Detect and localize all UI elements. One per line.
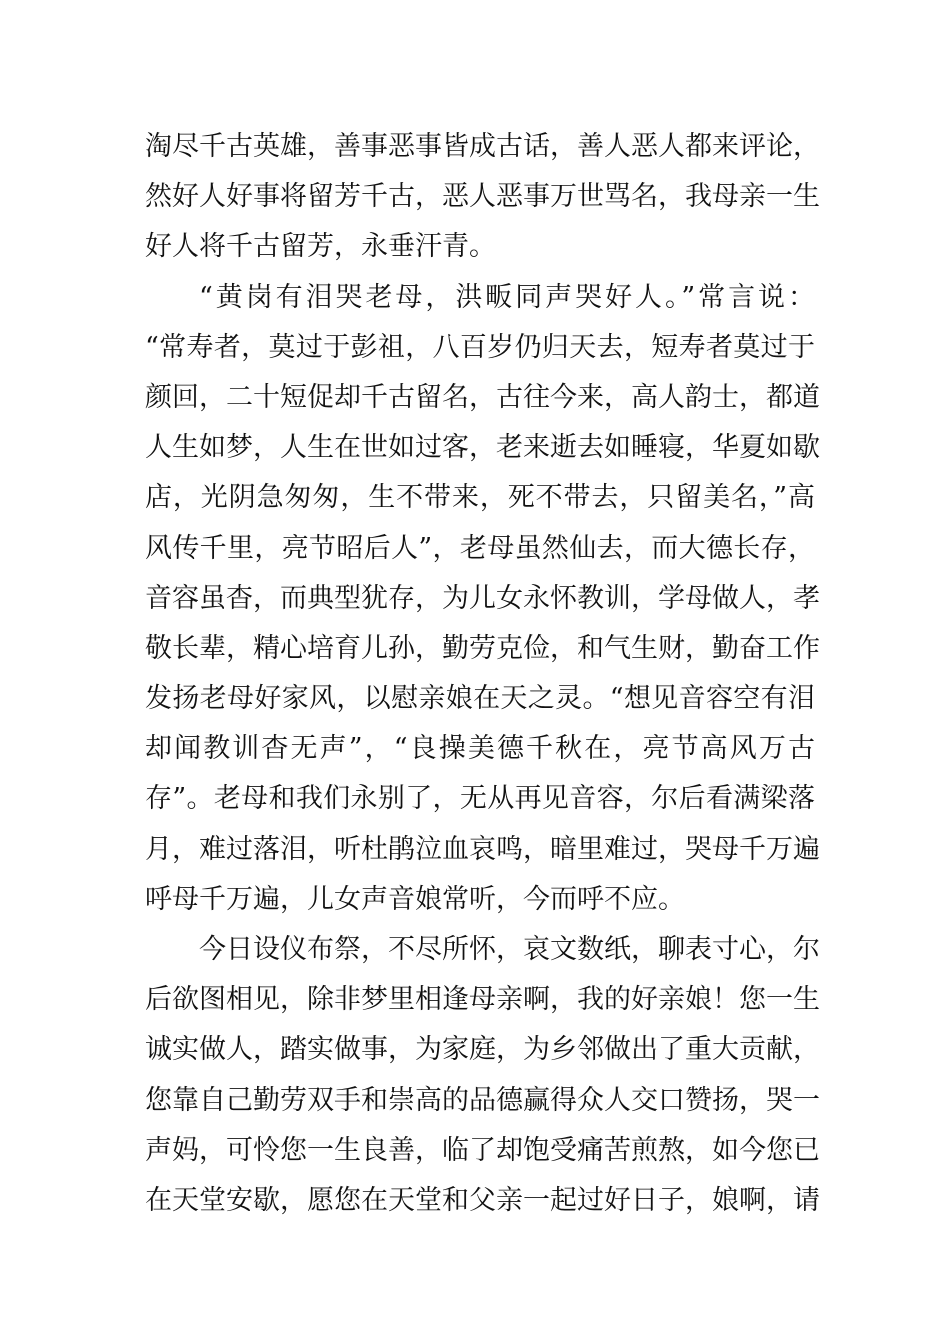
text-line: 淘尽千古英雄，善事恶事皆成古话，善人恶人都来评论， xyxy=(145,131,820,162)
text-line: 好人将千古留芳，永垂汗青。 xyxy=(145,231,496,263)
text-line: 敬长辈，精心培育儿孙，勤劳克俭，和气生财，勤奋工作 xyxy=(145,632,820,664)
body-text xyxy=(145,122,820,1226)
text-line: 后欲图相见，除非梦里相逢母亲啊，我的好亲娘！您一生 xyxy=(145,984,820,1016)
text-line: “黄岗有泪哭老母，洪畈同声哭好人。”常言说： xyxy=(199,281,815,313)
text-line: 然好人好事将留芳千古，恶人恶事万世骂名，我母亲一生 xyxy=(145,181,820,213)
text-line: 今日设仪布祭，不尽所怀，哀文数纸，聊表寸心，尔 xyxy=(199,934,820,965)
text-line: 店，光阴急匆匆，生不带来，死不带去，只留美名，”高 xyxy=(145,482,815,514)
text-line: 声妈，可怜您一生良善，临了却饱受痛苦煎熬，如今您已 xyxy=(145,1134,820,1166)
text-line: “常寿者，莫过于彭祖，八百岁仍归天去，短寿者莫过于 xyxy=(145,331,815,363)
text-line: 人生如梦，人生在世如过客，老来逝去如睡寝，华夏如歇 xyxy=(145,432,820,464)
text-line: 在天堂安歇，愿您在天堂和父亲一起过好日子，娘啊，请 xyxy=(145,1184,820,1216)
text-line: 您靠自己勤劳双手和崇高的品德赢得众人交口赞扬，哭一 xyxy=(145,1084,820,1116)
text-line: 颜回，二十短促却千古留名，古往今来，高人韵士，都道 xyxy=(145,381,820,413)
text-line: 风传千里，亮节昭后人”，老母虽然仙去，而大德长存， xyxy=(145,532,815,564)
text-line: 诚实做人，踏实做事，为家庭，为乡邻做出了重大贡献， xyxy=(145,1034,820,1066)
text-line: 月，难过落泪，听杜鹃泣血哀鸣，暗里难过，哭母千万遍 xyxy=(145,833,820,865)
text-line: 却闻教训杳无声”，“良操美德千秋在，亮节高风万古 xyxy=(145,733,815,765)
text-line: 发扬老母好家风，以慰亲娘在天之灵。“想见音容空有泪 xyxy=(145,683,815,715)
text-line: 呼母千万遍，儿女声音娘常听，今而呼不应。 xyxy=(145,883,685,915)
text-line: 存”。老母和我们永别了，无从再见音容，尔后看满梁落 xyxy=(145,783,815,815)
text-line: 音容虽杳，而典型犹存，为儿女永怀教训，学母做人，孝 xyxy=(145,582,820,614)
